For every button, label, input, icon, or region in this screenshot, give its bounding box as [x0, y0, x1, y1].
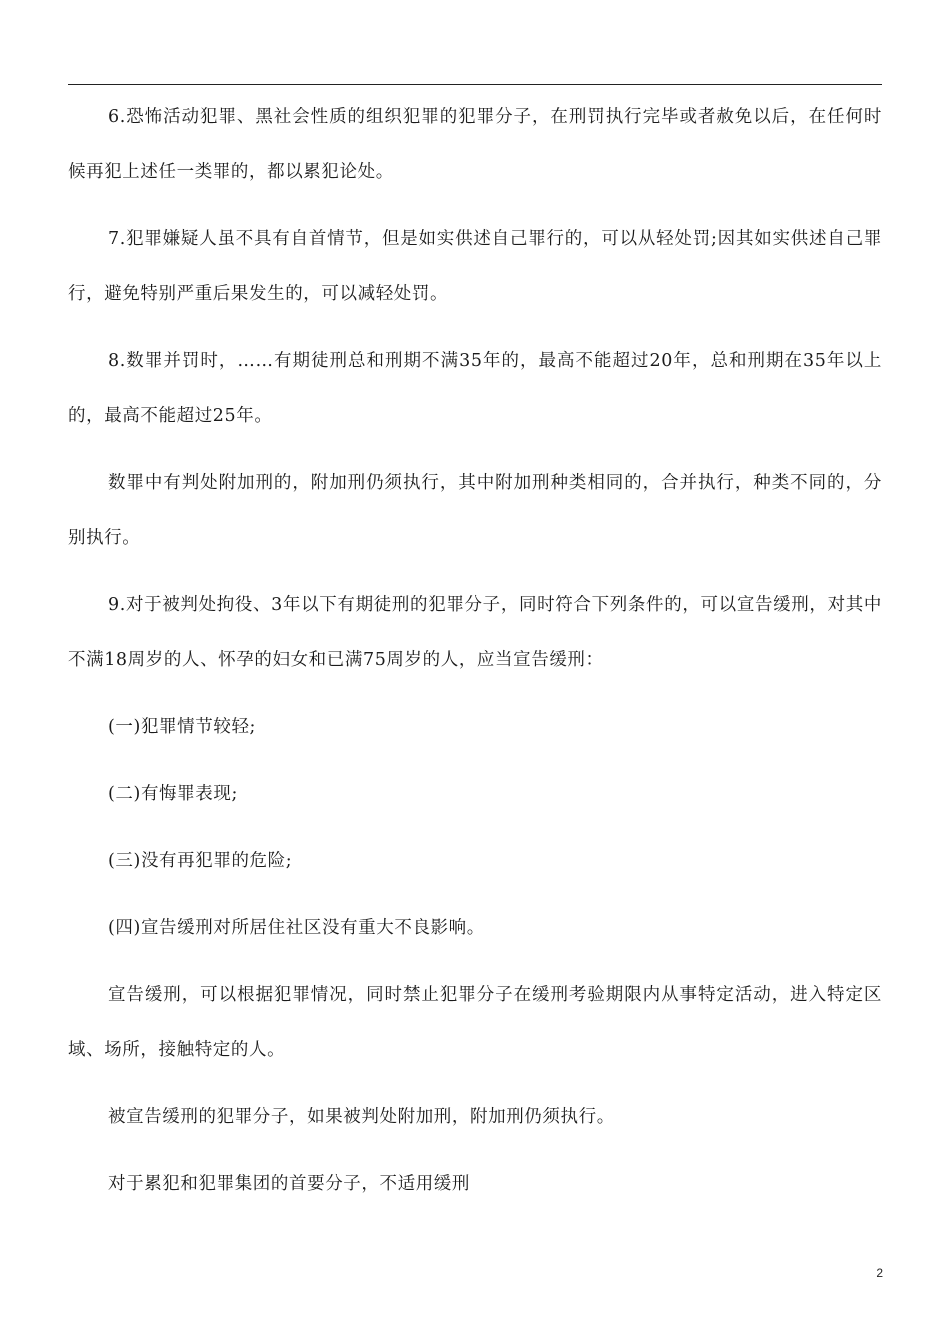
document-body: [68, 90, 882, 1224]
paragraph-6-recidivism-terror: 6.恐怖活动犯罪、黑社会性质的组织犯罪的犯罪分子，在刑罚执行完毕或者赦免以后，在任何时候再犯上述任一类罪的，都以累犯论处。: [68, 107, 882, 182]
paragraph-supplementary-penalty: 数罪中有判处附加刑的，附加刑仍须执行，其中附加刑种类相同的，合并执行，种类不同的，分别执行。: [68, 473, 882, 548]
condition-item-3: (三)没有再犯罪的危险;: [108, 851, 293, 871]
header-rule: [68, 84, 882, 85]
condition-item-2: (二)有悔罪表现;: [108, 784, 238, 804]
paragraph-probation-exclusion: 对于累犯和犯罪集团的首要分子，不适用缓刑: [108, 1174, 470, 1194]
paragraph-7-confession: 7.犯罪嫌疑人虽不具有自首情节，但是如实供述自己罪行的，可以从轻处罚;因其如实供述自己罪行，避免特别严重后果发生的，可以减轻处罚。: [68, 229, 882, 304]
paragraph-probation-supplementary: 被宣告缓刑的犯罪分子，如果被判处附加刑，附加刑仍须执行。: [108, 1107, 615, 1127]
page-number: 2: [876, 1266, 883, 1280]
paragraph-8-combined-punishment: 8.数罪并罚时，……有期徒刑总和刑期不满35年的，最高不能超过20年，总和刑期在35年以上的，最高不能超过25年。: [68, 351, 882, 426]
condition-item-1: (一)犯罪情节较轻;: [108, 717, 257, 737]
paragraph-probation-prohibition: 宣告缓刑，可以根据犯罪情况，同时禁止犯罪分子在缓刑考验期限内从事特定活动，进入特定区域、场所，接触特定的人。: [68, 985, 882, 1060]
condition-item-4: (四)宣告缓刑对所居住社区没有重大不良影响。: [108, 918, 485, 938]
paragraph-9-probation-conditions: 9.对于被判处拘役、3年以下有期徒刑的犯罪分子，同时符合下列条件的，可以宣告缓刑，对其中不满18周岁的人、怀孕的妇女和已满75周岁的人，应当宣告缓刑：: [68, 595, 882, 670]
